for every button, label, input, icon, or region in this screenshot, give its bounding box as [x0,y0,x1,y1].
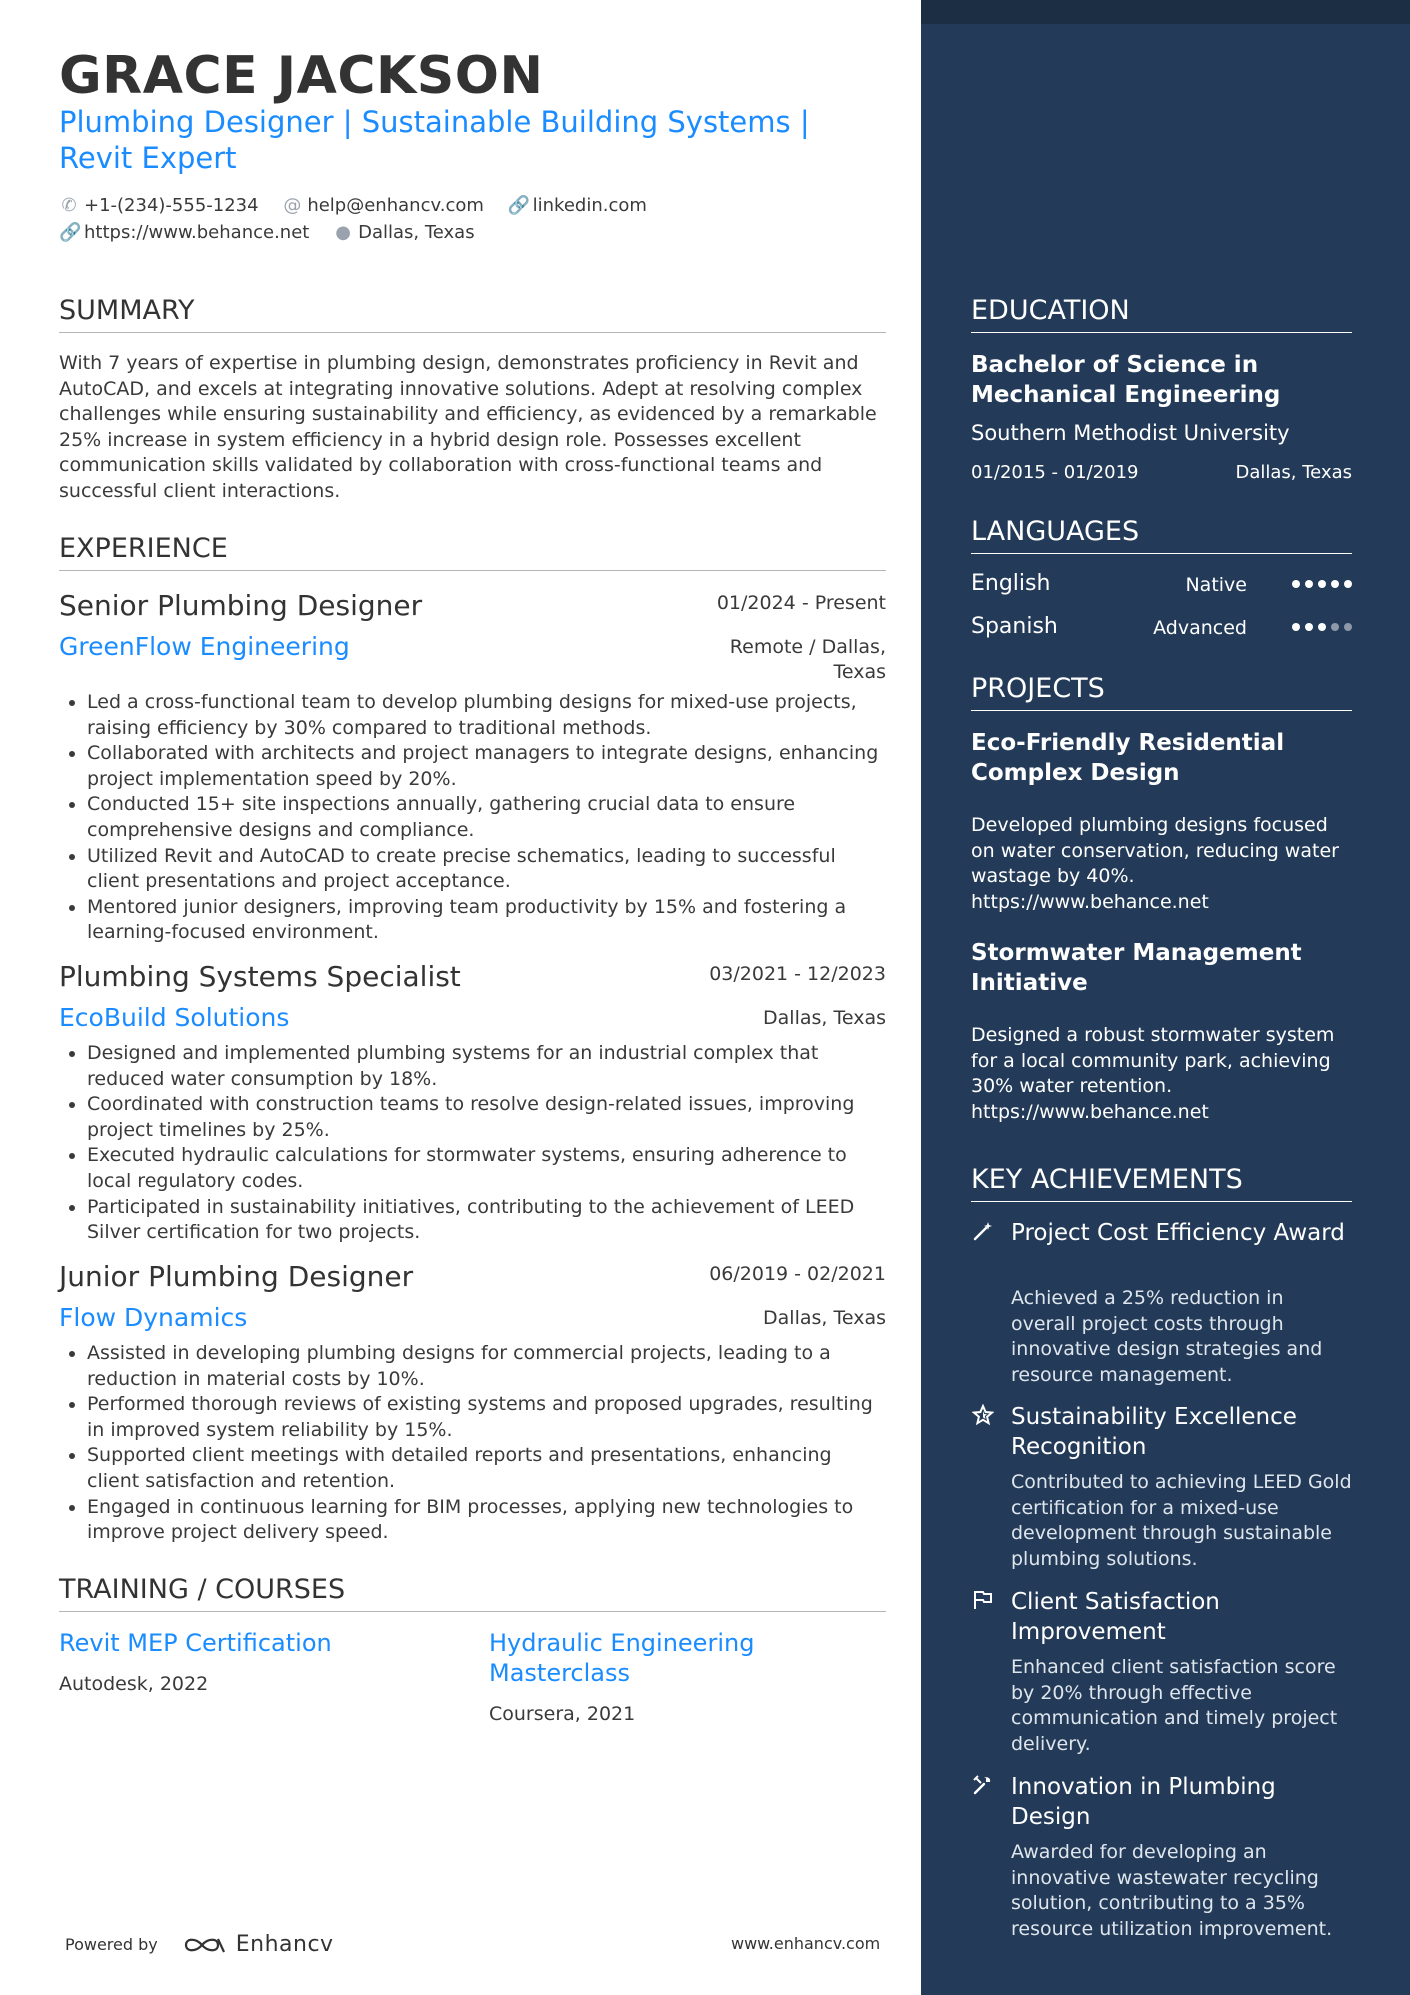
language-row [971,614,1352,644]
list-item: • Engaged in continuous learning for BIM processes, applying new technologies to improve project delivery speed. [87,1495,886,1546]
achievement-title: Project Cost Efficiency Award [1011,1220,1345,1246]
headline-line-1: Plumbing Designer | Sustainable Building Systems | [59,105,810,139]
email-contact[interactable] [282,195,484,216]
job-date: 01/2024 - Present [716,592,886,614]
rating-dot-filled [1331,580,1339,588]
phone-text: +1-(234)-555-1234 [84,195,259,216]
magic-wand-icon [971,1220,995,1244]
experience-heading: EXPERIENCE [59,533,886,571]
job-date: 03/2021 - 12/2023 [709,963,886,985]
rating-dot-filled [1292,580,1300,588]
job-location-line-2: Texas [833,661,886,683]
summary-text: With 7 years of expertise in plumbing design, demonstrates proficiency in Revit and AutoCAD, and excels at integrating innovative solutions. Adept at resolving complex challenges while ensuring sustainability and efficiency, as evidenced by a remarkable 25% increase in system efficiency in a hybrid design role. Possesses excellent communication skills validated by collaboration with cross-functional teams and successful client interactions. [59,352,877,502]
course-name[interactable]: Revit MEP Certification [59,1629,332,1657]
job-location: Dallas, Texas [763,1007,886,1029]
job-bullets [59,1341,886,1546]
at-icon: @ [283,195,302,216]
job-location-line-1: Remote / Dallas, [729,636,886,658]
star-icon [971,1404,995,1428]
footer-url[interactable]: www.enhancv.com [731,1934,881,1953]
headline [59,104,839,176]
list-item: • Coordinated with construction teams to resolve design-related issues, improving project timelines by 25%. [87,1092,886,1143]
list-item: • Mentored junior designers, improving team productivity by 15% and fostering a learning-focused environment. [87,895,886,946]
course-provider: Autodesk, 2022 [59,1673,209,1695]
language-name: English [971,571,1051,596]
candidate-name: GRACE JACKSON [59,46,544,106]
project-description-text: Developed plumbing designs focused on water conservation, reducing water wastage by 40%. [971,814,1339,888]
language-row [971,571,1352,601]
achievement-description: Enhanced client satisfaction score by 20% through effective communication and timely project delivery. [1011,1656,1338,1755]
headline-line-2: Revit Expert [59,141,237,175]
website-text: https://www.behance.net [84,222,310,243]
link-icon: 🔗 [59,222,82,243]
achievement-description: Contributed to achieving LEED Gold certification for a mixed-use development through sustainable plumbing solutions. [1011,1471,1352,1570]
language-rating [1292,580,1352,588]
project-description [971,1023,1352,1125]
company-name[interactable]: GreenFlow Engineering [59,632,350,661]
job-location [730,635,886,685]
location-pin-icon: ● [335,222,351,243]
phone-contact[interactable] [59,195,259,216]
list-item: • Led a cross-functional team to develop plumbing designs for mixed-use projects, raising efficiency by 30% compared to traditional methods. [87,690,886,741]
job-title: Plumbing Systems Specialist [59,960,461,993]
brand-name: Enhancv [235,1932,334,1957]
job-date: 06/2019 - 02/2021 [709,1263,886,1285]
rating-dot-filled [1318,580,1326,588]
education-heading: EDUCATION [971,295,1352,333]
list-item: • Executed hydraulic calculations for stormwater systems, ensuring adherence to local regulatory codes. [87,1143,886,1194]
list-item: • Designed and implemented plumbing systems for an industrial complex that reduced water consumption by 18%. [87,1041,886,1092]
list-item: • Supported client meetings with detailed reports and presentations, enhancing client satisfaction and retention. [87,1443,886,1494]
school: Southern Methodist University [971,421,1290,445]
link-icon: 🔗 [507,195,531,216]
project-title: Stormwater Management Initiative [971,940,1302,996]
education-location: Dallas, Texas [1235,462,1352,483]
website-contact[interactable] [59,222,309,243]
language-level: Advanced [1153,617,1247,639]
course-provider: Coursera, 2021 [489,1703,636,1725]
education-date: 01/2015 - 01/2019 [971,462,1139,483]
list-item: • Assisted in developing plumbing designs for commercial projects, leading to a reduction in material costs by 10%. [87,1341,886,1392]
language-level: Native [1185,574,1247,596]
projects-heading: PROJECTS [971,673,1352,711]
language-rating [1292,623,1352,631]
achievement-title: Client Satisfaction Improvement [1011,1589,1220,1645]
list-item: • Participated in sustainability initiatives, contributing to the achievement of LEED Silver certification for two projects. [87,1195,886,1246]
job-bullets [59,690,886,946]
achievements-heading: KEY ACHIEVEMENTS [971,1164,1352,1202]
rating-dot-filled [1292,623,1300,631]
flag-icon [971,1589,995,1613]
sidebar-top-bar [921,0,1410,24]
rating-dot-filled [1305,623,1313,631]
linkedin-text: linkedin.com [532,195,647,216]
rating-dot-empty [1344,623,1352,631]
email-text: help@enhancv.com [307,195,484,216]
powered-by-label: Powered by [65,1935,158,1954]
enhancv-logo-icon [182,1934,228,1956]
project-link[interactable]: https://www.behance.net [971,1100,1209,1123]
company-name[interactable]: EcoBuild Solutions [59,1003,290,1032]
sidebar [921,0,1410,1995]
project-description [971,813,1352,915]
achievement-title: Innovation in Plumbing Design [1011,1774,1276,1830]
contact-row-2 [59,222,493,243]
achievement-description: Achieved a 25% reduction in overall project costs through innovative design strategies and resource management. [1011,1287,1323,1386]
achievement-description: Awarded for developing an innovative wastewater recycling solution, contributing to a 35% resource utilization improvement. [1011,1841,1333,1940]
project-title: Eco-Friendly Residential Complex Design [971,730,1285,786]
rating-dot-empty [1331,623,1339,631]
rating-dot-filled [1318,623,1326,631]
phone-icon: ✆ [61,195,77,216]
list-item: • Collaborated with architects and project managers to integrate designs, enhancing project implementation speed by 20%. [87,741,886,792]
list-item: • Conducted 15+ site inspections annually, gathering crucial data to ensure comprehensive designs and compliance. [87,792,886,843]
job-bullets [59,1041,886,1246]
achievement-title: Sustainability Excellence Recognition [1011,1404,1297,1460]
linkedin-contact[interactable] [508,195,647,216]
rating-dot-filled [1344,580,1352,588]
rating-dot-filled [1305,580,1313,588]
location-contact [333,222,475,243]
list-item: • Performed thorough reviews of existing systems and proposed upgrades, resulting in improved system reliability by 15%. [87,1392,886,1443]
list-item: • Utilized Revit and AutoCAD to create precise schematics, leading to successful client presentations and project acceptance. [87,844,886,895]
company-name[interactable]: Flow Dynamics [59,1303,248,1332]
job-title: Senior Plumbing Designer [59,589,423,622]
project-description-text: Designed a robust stormwater system for a local community park, achieving 30% water retention. [971,1024,1335,1098]
powered-by [65,1932,334,1957]
training-heading: TRAINING / COURSES [59,1574,886,1612]
degree: Bachelor of Science in Mechanical Engineering [971,352,1281,408]
languages-heading: LANGUAGES [971,516,1352,554]
project-link[interactable]: https://www.behance.net [971,890,1209,913]
course-name[interactable]: Hydraulic Engineering Masterclass [489,1629,755,1687]
job-location: Dallas, Texas [763,1307,886,1329]
tools-icon [971,1774,995,1798]
job-title: Junior Plumbing Designer [59,1260,414,1293]
summary-heading: SUMMARY [59,295,886,333]
language-name: Spanish [971,614,1058,639]
contact-row-1 [59,195,665,216]
location-text: Dallas, Texas [358,222,475,243]
